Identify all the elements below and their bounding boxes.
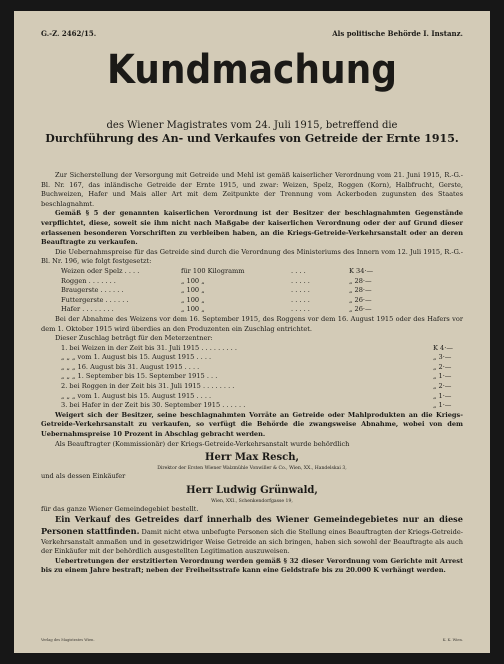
surcharge-row: „ „ „ 1. September bis 15. September 1915 . . . „ 1·— xyxy=(61,372,452,381)
surcharge-table xyxy=(41,344,463,411)
reference-number: G.-Z. 2462/15. xyxy=(41,29,97,38)
paragraph-8: und als dessen Einkäufer xyxy=(41,472,126,481)
paragraph-3: Die Uebernahmspreise für das Getreide sind durch die Verordnung des Ministeriums des Innern vom 12. Juli 1915, R.-G.-Bl. Nr. 196, wie folgt festgesetzt: xyxy=(41,247,463,266)
agent-caption: Direktor der Ersten Wiener Walzmühle Vonwiller & Co., Wien, XX., Handelskai 3, xyxy=(157,466,347,472)
footer xyxy=(41,638,463,642)
price-table xyxy=(41,267,463,315)
notice-body xyxy=(41,171,463,576)
paragraph-6: Weigert sich der Besitzer, seine beschlagnahmten Vorräte an Getreide oder Mahlprodukten an die Kriegs-Getreide-Verkehrsanstalt zu verkaufen, so verfügt die Behörde die zwangsweise Abnahme, wobei von dem Uebernahmspreise 10 Prozent in Abschlag gebracht werden. xyxy=(41,410,463,439)
agent-name: Herr Max Resch, xyxy=(205,452,299,464)
surcharge-row: 1. bei Weizen in der Zeit bis 31. Juli 1915 . . . . . . . . . K 4·— xyxy=(61,343,453,352)
price-row: Hafer . . . . . . . . „ 100 „ . . . . . „ 26·— xyxy=(61,305,372,314)
page-title: Kundmachung xyxy=(106,47,398,93)
paragraph-4: Bei der Abnahme des Weizens vor dem 16. September 1915, des Roggens vor dem 16. August 1915 oder des Hafers vor dem 1. Oktober 1915 wird überdies an den Produzenten ein Zuschlag entrichtet. xyxy=(41,314,463,333)
subtitle-line-2: Durchführung des An- und Verkaufes von Getreide der Ernte 1915. xyxy=(45,132,459,145)
surcharge-row: 2. bei Roggen in der Zeit bis 31. Juli 1915 . . . . . . . . „ 2·— xyxy=(61,382,452,391)
surcharge-row: „ „ „ vom 1. August bis 15. August 1915 . . . . „ 1·— xyxy=(61,391,452,400)
surcharge-row: „ „ „ 16. August bis 31. August 1915 . . . . „ 2·— xyxy=(61,362,452,371)
paragraph-11: Uebertretungen der erstzitierten Verordnung werden gemäß § 32 dieser Verordnung vom Gerichte mit Arrest bis zu einem Jahre bestraft; neben der Freiheitsstrafe kann eine Geldstrafe bis zu 20.000 K verhängt werden. xyxy=(41,556,463,575)
publisher-note: Verlag des Magistrates Wien. xyxy=(41,638,95,642)
paragraph-1: Zur Sicherstellung der Versorgung mit Getreide und Mehl ist gemäß kaiserlicher Verordnung vom 21. Juni 1915, R.-G.-Bl. Nr. 167, das inländische Getreide der Ernte 1915, und zwar: Weizen, Spelz, Roggen (Korn), Halbfrucht, Gerste, Buchweizen, Hafer und Mais aller Art mit dem Zeitpunkte der Trennung vom Ackerboden zugunsten des Staates beschlagnahmt. xyxy=(41,171,463,208)
surcharge-row: „ „ „ vom 1. August bis 15. August 1915 . . . . „ 3·— xyxy=(61,353,452,362)
paragraph-2: Gemäß § 5 der genannten kaiserlichen Verordnung ist der Besitzer der beschlagnahmten Gegenstände verpflichtet, diese, soweit sie ihm nicht nach Maßgabe der kaiserlichen Verordnung oder der auf Grund dieser erlassenen besonderen Vorschriften zu verbleiben haben, an die Kriegs-Getreide-Verkehrsanstalt oder an deren Beauftragte zu verkaufen. xyxy=(41,209,463,247)
paragraph-10 xyxy=(41,514,463,556)
buyer-caption: Wien, XXI., Schenkendorfgasse 19, xyxy=(211,498,293,504)
paragraph-7: Als Beauftragter (Kommissionär) der Kriegs-Getreide-Verkehrsanstalt wurde behördlich xyxy=(55,439,350,448)
poster-sheet xyxy=(14,11,490,653)
header-line xyxy=(41,29,463,39)
subtitle-line-1: des Wiener Magistrates vom 24. Juli 1915, betreffend die xyxy=(106,120,398,131)
price-row: Futtergerste . . . . . . „ 100 „ . . . . . „ 26·— xyxy=(61,295,372,304)
surcharge-row: 3. bei Hafer in der Zeit bis 30. September 1915 . . . . . . „ 1·— xyxy=(61,401,452,410)
price-row: Weizen oder Spelz . . . . für 100 Kilogramm . . . . K 34·— xyxy=(61,266,374,275)
price-row: Roggen . . . . . . . „ 100 „ . . . . . „ 28·— xyxy=(61,276,372,285)
price-row: Braugerste . . . . . . „ 100 „ . . . . . „ 28·— xyxy=(61,286,372,295)
authority-note: Als politische Behörde I. Instanz. xyxy=(332,29,463,38)
paragraph-5: Dieser Zuschlag beträgt für den Meterzentner: xyxy=(55,334,213,343)
buyer-name: Herr Ludwig Grünwald, xyxy=(186,484,318,496)
printer-note: K. K. Wien. xyxy=(442,638,463,642)
paragraph-9: für das ganze Wiener Gemeindegebiet bestellt. xyxy=(41,504,199,513)
paragraph-10-rest: Damit nicht etwa unbefugte Personen sich die Stellung eines Beauftragten der Kriegs-Getreide-Verkehrsanstalt anmaßen und in gesetzwidriger Weise Getreide an sich bringen, haben sich sowohl der Beauftragte als auch der Einkäufer mit der behördlich ausgestellten Legitimation auszuweisen. xyxy=(41,528,463,556)
sales-restriction: Ein Verkauf des Getreides darf innerhalb des Wiener Gemeindegebietes nur an diese Personen stattfinden. xyxy=(41,514,463,536)
